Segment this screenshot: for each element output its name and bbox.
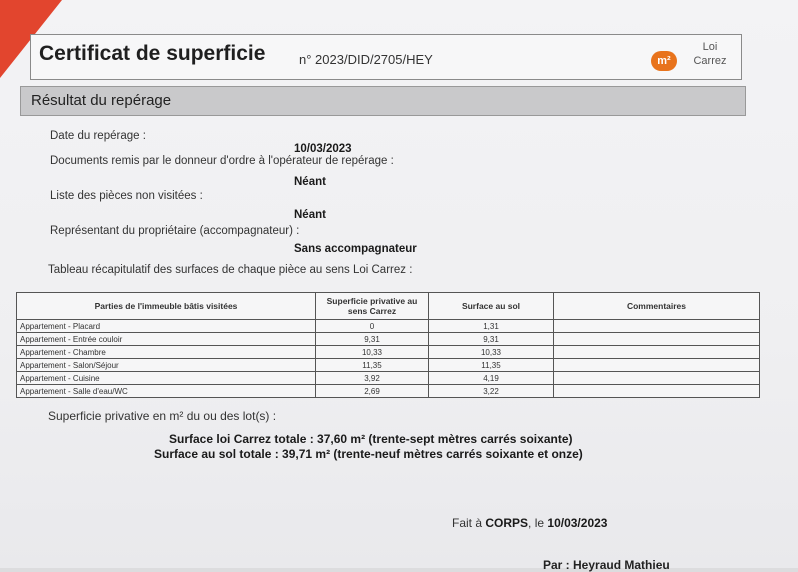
- column-header-comments: Commentaires: [554, 293, 760, 320]
- carrez-value: 9,31: [316, 333, 429, 346]
- comment-cell: [554, 372, 760, 385]
- room-name: Appartement - Entrée couloir: [17, 333, 316, 346]
- carrez-value: 11,35: [316, 359, 429, 372]
- signatory: Par : Heyraud Mathieu: [543, 558, 670, 572]
- loi-carrez-label: [683, 40, 737, 68]
- table-row: [17, 320, 760, 333]
- certificate-header: [30, 34, 742, 80]
- representative-value: Sans accompagnateur: [294, 243, 417, 255]
- date-label: Date du repérage :: [50, 130, 146, 142]
- carrez-value: 10,33: [316, 346, 429, 359]
- carrez-total: Surface loi Carrez totale : 37,60 m² (trente-sept mètres carrés soixante): [169, 432, 573, 446]
- column-header-carrez: Superficie privative au sens Carrez: [316, 293, 429, 320]
- column-header-parts: Parties de l'immeuble bâtis visitées: [17, 293, 316, 320]
- table-row: [17, 359, 760, 372]
- comment-cell: [554, 359, 760, 372]
- floor-value: 10,33: [429, 346, 554, 359]
- room-name: Appartement - Placard: [17, 320, 316, 333]
- table-row: [17, 333, 760, 346]
- table-intro: Tableau récapitulatif des surfaces de chaque pièce au sens Loi Carrez :: [48, 264, 413, 276]
- le-label: , le: [528, 516, 545, 530]
- rooms-label: Liste des pièces non visitées :: [50, 190, 203, 202]
- surfaces-table: [16, 292, 760, 398]
- floor-value: 1,31: [429, 320, 554, 333]
- room-name: Appartement - Salon/Séjour: [17, 359, 316, 372]
- city: CORPS: [485, 516, 529, 530]
- loi-label-line1: Loi: [702, 41, 718, 53]
- certificate-number: n° 2023/DID/2705/HEY: [299, 52, 433, 67]
- signature-date: 10/03/2023: [547, 516, 608, 530]
- rooms-value: Néant: [294, 209, 326, 221]
- table-row: [17, 385, 760, 398]
- section-title: Résultat du repérage: [31, 92, 172, 109]
- column-header-floor: Surface au sol: [429, 293, 554, 320]
- comment-cell: [554, 385, 760, 398]
- comment-cell: [554, 346, 760, 359]
- summary-label: Superficie privative en m² du ou des lot(s) :: [48, 409, 277, 423]
- signature-line: [452, 516, 607, 530]
- table-row: [17, 346, 760, 359]
- room-name: Appartement - Chambre: [17, 346, 316, 359]
- table-row: [17, 372, 760, 385]
- date-value: 10/03/2023: [294, 143, 352, 155]
- carrez-value: 3,92: [316, 372, 429, 385]
- floor-value: 11,35: [429, 359, 554, 372]
- floor-value: 3,22: [429, 385, 554, 398]
- comment-cell: [554, 320, 760, 333]
- floor-total: Surface au sol totale : 39,71 m² (trente-neuf mètres carrés soixante et onze): [154, 447, 583, 461]
- room-name: Appartement - Cuisine: [17, 372, 316, 385]
- representative-label: Représentant du propriétaire (accompagnateur) :: [50, 225, 300, 237]
- section-header: [20, 86, 746, 116]
- table-header-row: [17, 293, 760, 320]
- loi-label-line2: Carrez: [693, 55, 727, 67]
- room-name: Appartement - Salle d'eau/WC: [17, 385, 316, 398]
- documents-value: Néant: [294, 176, 326, 188]
- fait-a-label: Fait à: [452, 516, 483, 530]
- carrez-value: 0: [316, 320, 429, 333]
- carrez-value: 2,69: [316, 385, 429, 398]
- documents-label: Documents remis par le donneur d'ordre à l'opérateur de repérage :: [50, 155, 394, 167]
- floor-value: 9,31: [429, 333, 554, 346]
- comment-cell: [554, 333, 760, 346]
- floor-value: 4,19: [429, 372, 554, 385]
- certificate-title: Certificat de superficie: [39, 42, 266, 65]
- m2-badge-icon: m²: [651, 51, 677, 71]
